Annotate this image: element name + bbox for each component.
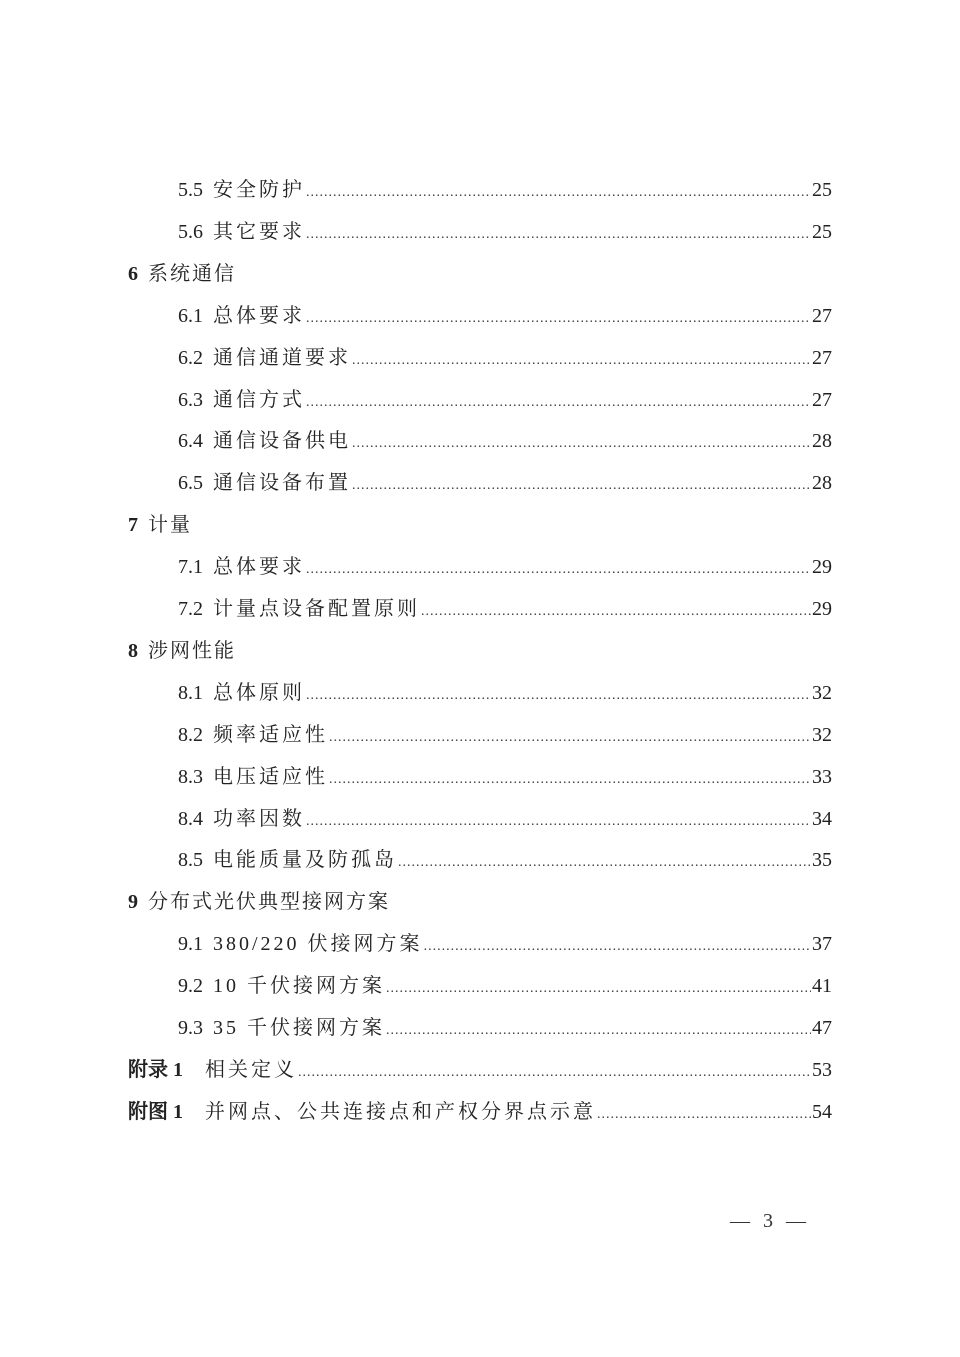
dot-leader	[306, 179, 811, 207]
toc-entry-number: 5.5	[178, 179, 203, 201]
toc-entry-section	[178, 972, 832, 1000]
toc-entry-title: 计量点设备配置原则	[213, 598, 420, 620]
dot-leader	[329, 724, 811, 752]
toc-entry-number: 6.1	[178, 304, 203, 327]
toc-entry-number: 8.3	[178, 765, 203, 788]
toc-entry-title: 通信方式	[213, 388, 305, 411]
toc-entry-section	[178, 427, 832, 455]
toc-entry-page: 29	[812, 598, 832, 620]
toc-entry-page: 35	[812, 849, 832, 872]
toc-entry-section	[178, 930, 832, 958]
dot-leader	[306, 389, 811, 417]
toc-entry-page: 25	[812, 179, 832, 201]
toc-entry-title: 35 千伏接网方案	[213, 1017, 385, 1039]
toc-entry-page: 28	[812, 430, 832, 453]
toc-entry-title: 通信设备布置	[213, 472, 351, 495]
toc-entry-section	[178, 763, 832, 791]
dot-leader	[306, 305, 811, 333]
toc-entry-appendix	[128, 1098, 832, 1126]
toc-entry-title: 相关定义	[205, 1058, 297, 1081]
dot-leader	[306, 556, 811, 584]
dot-leader	[352, 430, 811, 458]
dot-leader	[424, 933, 811, 961]
toc-entry-number: 9.2	[178, 975, 203, 998]
toc-entry-page: 32	[812, 681, 832, 704]
toc-entry-title: 安全防护	[213, 179, 305, 201]
toc-entry-section	[178, 386, 832, 414]
toc-entry-section	[178, 846, 832, 874]
toc-entry-number: 8.4	[178, 807, 203, 830]
dot-leader	[386, 1017, 811, 1045]
dot-leader	[306, 221, 811, 249]
toc-entry-number: 5.6	[178, 220, 203, 243]
toc-entry-number: 6.5	[178, 472, 203, 495]
toc-entry-title: 频率适应性	[213, 723, 328, 746]
toc-entry-page: 29	[812, 556, 832, 579]
toc-entry-page: 34	[812, 807, 832, 830]
toc-entry-section	[178, 344, 832, 372]
dot-leader	[306, 682, 811, 710]
toc-entry-number: 8.1	[178, 681, 203, 704]
toc-entry-chapter	[128, 888, 390, 916]
toc-entry-title: 分布式光伏典型接网方案	[148, 891, 390, 914]
toc-entry-title: 总体要求	[213, 304, 305, 327]
toc-entry-page: 53	[812, 1058, 832, 1081]
toc-entry-section	[178, 1014, 832, 1042]
toc-entry-page: 37	[812, 933, 832, 956]
dot-leader	[386, 975, 811, 1003]
toc-entry-page: 54	[812, 1100, 832, 1123]
toc-entry-section	[178, 721, 832, 749]
dot-leader	[352, 347, 811, 375]
toc-entry-page: 27	[812, 304, 832, 327]
dot-leader	[329, 766, 811, 794]
dot-leader	[597, 1101, 811, 1129]
toc-entry-title: 其它要求	[213, 220, 305, 243]
toc-entry-chapter	[128, 260, 248, 288]
toc-entry-title: 通信通道要求	[213, 346, 351, 369]
toc-entry-section	[178, 218, 832, 246]
toc-entry-number: 9.1	[178, 933, 203, 956]
toc-entry-appendix	[128, 1056, 832, 1084]
toc-entry-title: 计量	[148, 514, 192, 537]
toc-entry-chapter	[128, 637, 248, 665]
toc-entry-title: 系统通信	[148, 262, 236, 285]
toc-entry-section	[178, 553, 832, 581]
page-number: — 3 —	[730, 1210, 810, 1232]
toc-entry-number: 8.5	[178, 849, 203, 872]
toc-entry-number: 7.2	[178, 598, 203, 620]
toc-entry-page: 33	[812, 765, 832, 788]
toc-entry-section	[178, 469, 832, 497]
toc-entry-number: 8.2	[178, 723, 203, 746]
toc-entry-number: 6.2	[178, 346, 203, 369]
toc-entry-section	[178, 176, 832, 204]
toc-entry-number: 附图 1	[128, 1100, 183, 1123]
toc-entry-page: 47	[812, 1017, 832, 1039]
dot-leader	[306, 808, 811, 836]
toc-entry-number: 9	[128, 891, 138, 914]
toc-entry-number: 7	[128, 514, 138, 537]
toc-entry-number: 6	[128, 262, 138, 285]
toc-entry-title: 380/220 伏接网方案	[213, 933, 423, 956]
toc-entry-title: 通信设备供电	[213, 430, 351, 453]
dot-leader	[352, 472, 811, 500]
toc-entry-chapter	[128, 511, 248, 539]
toc-entry-section	[178, 679, 832, 707]
toc-entry-title: 电压适应性	[213, 765, 328, 788]
toc-entry-page: 27	[812, 346, 832, 369]
toc-entry-title: 总体原则	[213, 681, 305, 704]
toc-entry-number: 6.3	[178, 388, 203, 411]
toc-entry-section	[178, 595, 832, 623]
toc-entry-section	[178, 302, 832, 330]
toc-entry-number: 9.3	[178, 1017, 203, 1039]
toc-entry-page: 32	[812, 723, 832, 746]
toc-entry-page: 28	[812, 472, 832, 495]
toc-entry-number: 7.1	[178, 556, 203, 579]
toc-entry-section	[178, 805, 832, 833]
toc-entry-title: 总体要求	[213, 556, 305, 579]
toc-entry-page: 27	[812, 388, 832, 411]
toc-entry-page: 41	[812, 975, 832, 998]
toc-entry-number: 附录 1	[128, 1058, 183, 1081]
toc-entry-title: 功率因数	[213, 807, 305, 830]
dot-leader	[421, 598, 811, 626]
toc-entry-title: 涉网性能	[148, 639, 236, 662]
toc-entry-title: 电能质量及防孤岛	[213, 849, 397, 872]
toc-entry-page: 25	[812, 220, 832, 243]
toc-entry-title: 10 千伏接网方案	[213, 975, 385, 998]
dot-leader	[398, 849, 811, 877]
toc-entry-number: 8	[128, 639, 138, 662]
toc-entry-title: 并网点、公共连接点和产权分界点示意	[205, 1100, 596, 1123]
toc-entry-number: 6.4	[178, 430, 203, 453]
dot-leader	[298, 1059, 811, 1087]
